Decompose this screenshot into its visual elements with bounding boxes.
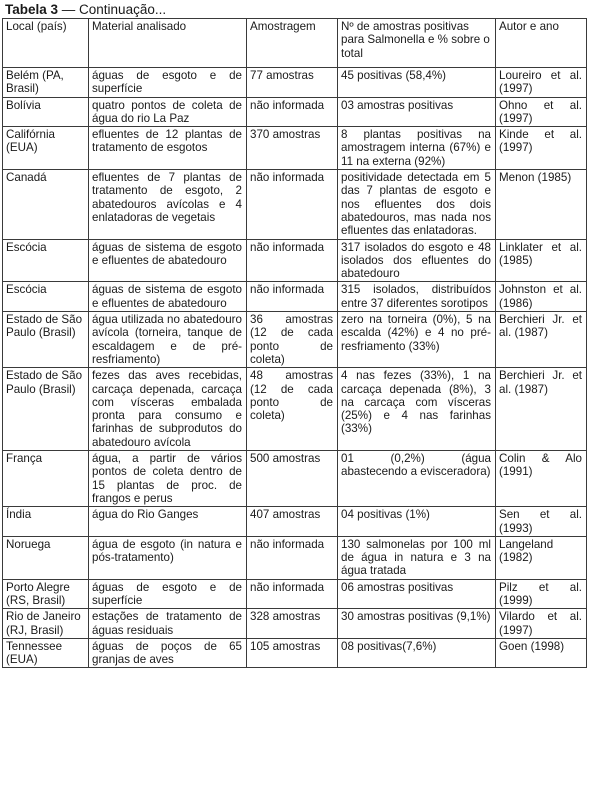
table-caption [5,1,166,18]
cell-amostragem: não informada [247,239,338,282]
table-caption-text: — Continuação... [58,2,167,17]
cell-material: água de esgoto (in natura e pós-tratamento) [89,536,247,579]
cell-positivas: zero na torneira (0%), 5 na escalda (42%) e 4 no pré-resfriamento (33%) [338,312,496,368]
cell-positivas: 317 isolados do esgoto e 48 isolados dos efluentes do abatedouro [338,239,496,282]
cell-local: Noruega [3,536,89,579]
cell-positivas: 08 positivas(7,6%) [338,638,496,668]
cell-positivas: positividade detectada em 5 das 7 plantas de esgoto e nos efluentes dos dois abatedouros, mas nada nos efluentes das enlatadoras. [338,170,496,239]
cell-autor: Linklater et al. (1985) [496,239,587,282]
cell-amostragem: 105 amostras [247,638,338,668]
cell-autor: Berchieri Jr. et al. (1987) [496,368,587,451]
cell-positivas: 01 (0,2%) (água abastecendo a evisceradora) [338,451,496,507]
cell-positivas: 8 plantas positivas na amostragem interna (67%) e 11 na externa (92%) [338,127,496,170]
cell-local: Rio de Janeiro (RJ, Brasil) [3,609,89,639]
header-material: Material analisado [89,19,247,68]
table-row [3,609,587,639]
table-row [3,239,587,282]
cell-material: águas de sistema de esgoto e efluentes de abatedouro [89,282,247,312]
table-row [3,282,587,312]
cell-autor: Loureiro et al. (1997) [496,68,587,98]
cell-local: França [3,451,89,507]
cell-material: águas de sistema de esgoto e efluentes de abatedouro [89,239,247,282]
table-row [3,97,587,127]
cell-autor: Kinde et al. (1997) [496,127,587,170]
cell-autor: Sen et al. (1993) [496,507,587,537]
header-amostragem: Amostragem [247,19,338,68]
table-header [3,19,587,68]
header-row [3,19,587,68]
cell-material: águas de esgoto e de superfície [89,579,247,609]
cell-positivas: 30 amostras positivas (9,1%) [338,609,496,639]
cell-amostragem: 407 amostras [247,507,338,537]
cell-material: estações de tratamento de águas residuais [89,609,247,639]
cell-material: água do Rio Ganges [89,507,247,537]
cell-material: fezes das aves recebidas, carcaça depenada, carcaça com vísceras embalada pronta para consumo e farinhas de subprodutos do abatedouro avícola [89,368,247,451]
cell-local: Califórnia (EUA) [3,127,89,170]
salmonella-table [2,18,587,668]
table-row [3,68,587,98]
table-row [3,170,587,239]
table-row [3,127,587,170]
cell-local: Canadá [3,170,89,239]
cell-autor: Langeland (1982) [496,536,587,579]
cell-amostragem: não informada [247,170,338,239]
cell-material: efluentes de 7 plantas de tratamento de esgoto, 2 abatedouros avícolas e 4 enlatadoras de vegetais [89,170,247,239]
table-caption-label: Tabela 3 [5,2,59,17]
cell-amostragem: 48 amostras (12 de cada ponto de coleta) [247,368,338,451]
cell-autor: Colin & Alo (1991) [496,451,587,507]
header-autor: Autor e ano [496,19,587,68]
cell-amostragem: não informada [247,97,338,127]
cell-local: Escócia [3,282,89,312]
cell-material: águas de poços de 65 granjas de aves [89,638,247,668]
cell-local: Índia [3,507,89,537]
cell-material: quatro pontos de coleta de água do rio La Paz [89,97,247,127]
cell-local: Estado de São Paulo (Brasil) [3,368,89,451]
cell-autor: Vilardo et al. (1997) [496,609,587,639]
cell-amostragem: não informada [247,282,338,312]
table-row [3,368,587,451]
table-row [3,536,587,579]
cell-positivas: 4 nas fezes (33%), 1 na carcaça depenada (8%), 3 na carcaça com vísceras (25%) e 4 nas farinhas (33%) [338,368,496,451]
cell-local: Tennessee (EUA) [3,638,89,668]
table-row [3,579,587,609]
cell-positivas: 06 amostras positivas [338,579,496,609]
cell-autor: Johnston et al. (1986) [496,282,587,312]
cell-positivas: 45 positivas (58,4%) [338,68,496,98]
cell-positivas: 130 salmonelas por 100 ml de água in natura e 3 na água tratada [338,536,496,579]
cell-amostragem: 36 amostras (12 de cada ponto de coleta) [247,312,338,368]
header-local: Local (país) [3,19,89,68]
cell-autor: Goen (1998) [496,638,587,668]
cell-material: águas de esgoto e de superfície [89,68,247,98]
cell-autor: Berchieri Jr. et al. (1987) [496,312,587,368]
cell-material: água utilizada no abatedouro avícola (torneira, tanque de escaldagem e de pré-resfriamento) [89,312,247,368]
cell-autor: Pilz et al. (1999) [496,579,587,609]
header-positivas: Nº de amostras positivas para Salmonella e % sobre o total [338,19,496,68]
table-row [3,312,587,368]
cell-material: efluentes de 12 plantas de tratamento de esgotos [89,127,247,170]
cell-autor: Menon (1985) [496,170,587,239]
table-row [3,638,587,668]
cell-local: Estado de São Paulo (Brasil) [3,312,89,368]
table-body [3,68,587,668]
cell-amostragem: não informada [247,579,338,609]
cell-amostragem: 328 amostras [247,609,338,639]
cell-local: Porto Alegre (RS, Brasil) [3,579,89,609]
cell-amostragem: não informada [247,536,338,579]
cell-autor: Ohno et al. (1997) [496,97,587,127]
cell-local: Escócia [3,239,89,282]
cell-positivas: 03 amostras positivas [338,97,496,127]
cell-amostragem: 370 amostras [247,127,338,170]
cell-material: água, a partir de vários pontos de coleta dentro de 15 plantas de proc. de frangos e perus [89,451,247,507]
cell-local: Belém (PA, Brasil) [3,68,89,98]
cell-amostragem: 500 amostras [247,451,338,507]
table-row [3,451,587,507]
cell-positivas: 04 positivas (1%) [338,507,496,537]
cell-local: Bolívia [3,97,89,127]
cell-positivas: 315 isolados, distribuídos entre 37 diferentes sorotipos [338,282,496,312]
table-row [3,507,587,537]
cell-amostragem: 77 amostras [247,68,338,98]
